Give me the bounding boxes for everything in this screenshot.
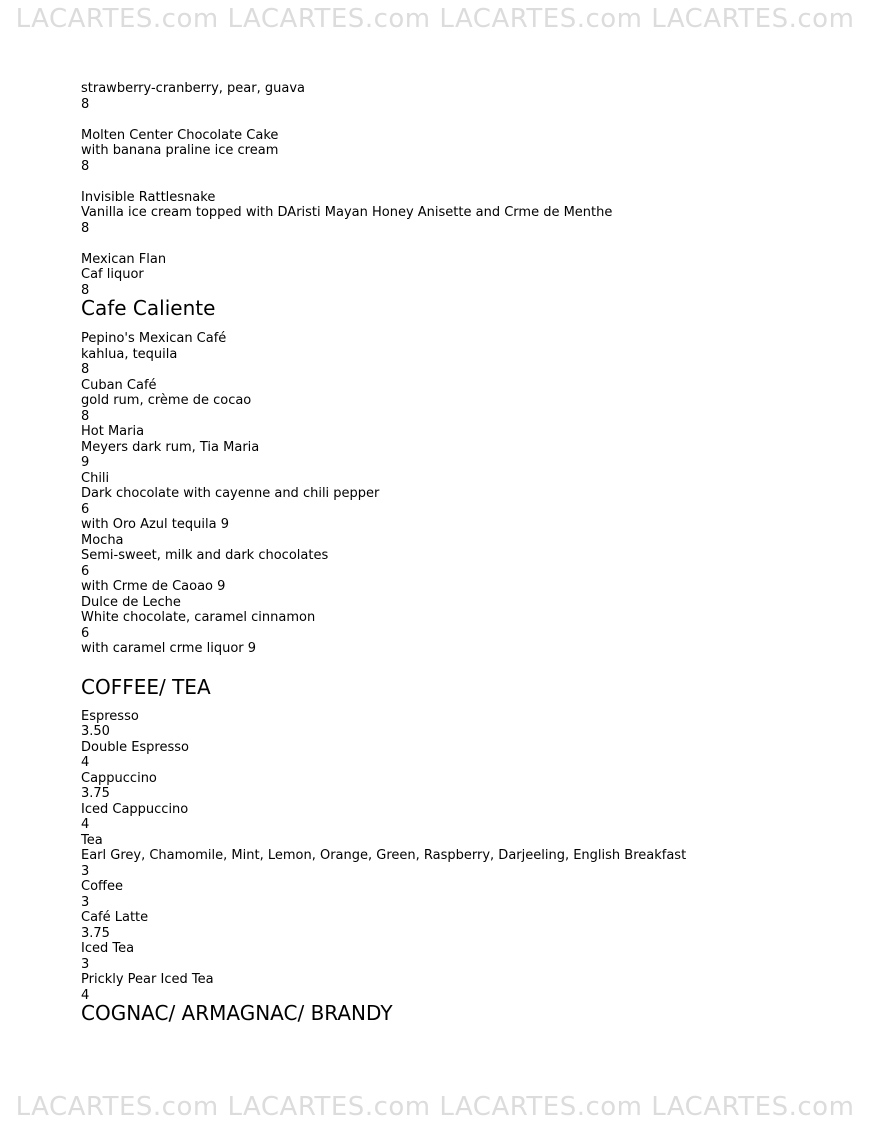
item-name: Cappuccino xyxy=(81,770,157,786)
item-name: strawberry-cranberry, pear, guava xyxy=(81,81,305,96)
item-price: 6 xyxy=(81,563,90,579)
coffee-item xyxy=(81,972,841,1003)
cafe-item xyxy=(81,533,841,595)
item-price: 6 xyxy=(81,625,90,641)
item-description: White chocolate, caramel cinnamon xyxy=(81,610,316,625)
item-price: 4 xyxy=(81,987,90,1003)
item-addon: with caramel crme liquor 9 xyxy=(81,641,257,656)
item-name: Double Espresso xyxy=(81,739,189,755)
item-price: 3 xyxy=(81,956,90,972)
item-price: 3.50 xyxy=(81,724,110,739)
coffee-item xyxy=(81,709,841,740)
cafe-item xyxy=(81,331,841,378)
item-description: Semi-sweet, milk and dark chocolates xyxy=(81,548,329,563)
item-description: gold rum, crème de cocao xyxy=(81,393,252,408)
coffee-item xyxy=(81,941,841,972)
coffee-item xyxy=(81,879,841,910)
cafe-item xyxy=(81,471,841,533)
coffee-item xyxy=(81,740,841,771)
item-name: Coffee xyxy=(81,879,123,894)
item-price: 4 xyxy=(81,817,90,832)
item-price: 4 xyxy=(81,755,90,770)
item-name: Hot Maria xyxy=(81,424,145,439)
section-title-cafe-caliente: Cafe Caliente xyxy=(81,296,216,320)
coffee-item xyxy=(81,802,841,833)
item-addon: with Oro Azul tequila 9 xyxy=(81,517,229,532)
cafe-item xyxy=(81,595,841,657)
item-name: Pepino's Mexican Café xyxy=(81,331,227,346)
item-name: Molten Center Chocolate Cake xyxy=(81,127,279,143)
cafe-item xyxy=(81,378,841,425)
item-description: Meyers dark rum, Tia Maria xyxy=(81,439,260,455)
dessert-item xyxy=(81,190,841,237)
item-price: 3 xyxy=(81,863,90,879)
coffee-item xyxy=(81,910,841,941)
coffee-item xyxy=(81,771,841,802)
item-price: 8 xyxy=(81,96,90,112)
item-name: Chili xyxy=(81,470,110,486)
item-name: Café Latte xyxy=(81,910,149,925)
item-name: Iced Tea xyxy=(81,941,135,956)
item-price: 8 xyxy=(81,220,90,236)
item-name: Invisible Rattlesnake xyxy=(81,189,216,205)
item-name: Espresso xyxy=(81,708,139,724)
item-price: 3.75 xyxy=(81,925,110,941)
item-description: kahlua, tequila xyxy=(81,346,178,362)
item-name: Iced Cappuccino xyxy=(81,801,189,817)
item-description: Caf liquor xyxy=(81,267,144,282)
item-price: 6 xyxy=(81,501,90,517)
item-description: Earl Grey, Chamomile, Mint, Lemon, Orange, Green, Raspberry, Darjeeling, English Breakfast xyxy=(81,848,687,863)
cafe-item xyxy=(81,424,841,471)
item-name: Dulce de Leche xyxy=(81,594,181,610)
item-description: with banana praline ice cream xyxy=(81,143,279,158)
item-price: 3.75 xyxy=(81,786,110,801)
item-description: Vanilla ice cream topped with DAristi Mayan Honey Anisette and Crme de Menthe xyxy=(81,205,613,220)
item-price: 8 xyxy=(81,282,90,298)
dessert-item xyxy=(81,252,841,299)
item-name: Tea xyxy=(81,832,103,848)
item-price: 9 xyxy=(81,455,90,470)
item-name: Mocha xyxy=(81,532,124,548)
item-name: Mexican Flan xyxy=(81,251,167,267)
watermark-bottom: LACARTES.com LACARTES.com LACARTES.com LACARTES.com xyxy=(15,1092,855,1122)
coffee-item xyxy=(81,833,841,880)
section-title-coffee-tea: COFFEE/ TEA xyxy=(81,674,211,699)
item-addon: with Crme de Caoao 9 xyxy=(81,579,226,594)
section-title-cognac: COGNAC/ ARMAGNAC/ BRANDY xyxy=(81,1001,393,1025)
menu-page xyxy=(81,81,841,1025)
item-description: Dark chocolate with cayenne and chili pepper xyxy=(81,486,380,501)
dessert-item xyxy=(81,128,841,175)
dessert-item xyxy=(81,81,841,112)
item-name: Prickly Pear Iced Tea xyxy=(81,972,214,987)
item-name: Cuban Café xyxy=(81,377,157,393)
item-price: 8 xyxy=(81,158,90,174)
item-price: 8 xyxy=(81,362,90,377)
item-price: 8 xyxy=(81,408,90,424)
watermark-top: LACARTES.com LACARTES.com LACARTES.com LACARTES.com xyxy=(15,4,855,34)
item-price: 3 xyxy=(81,894,90,910)
